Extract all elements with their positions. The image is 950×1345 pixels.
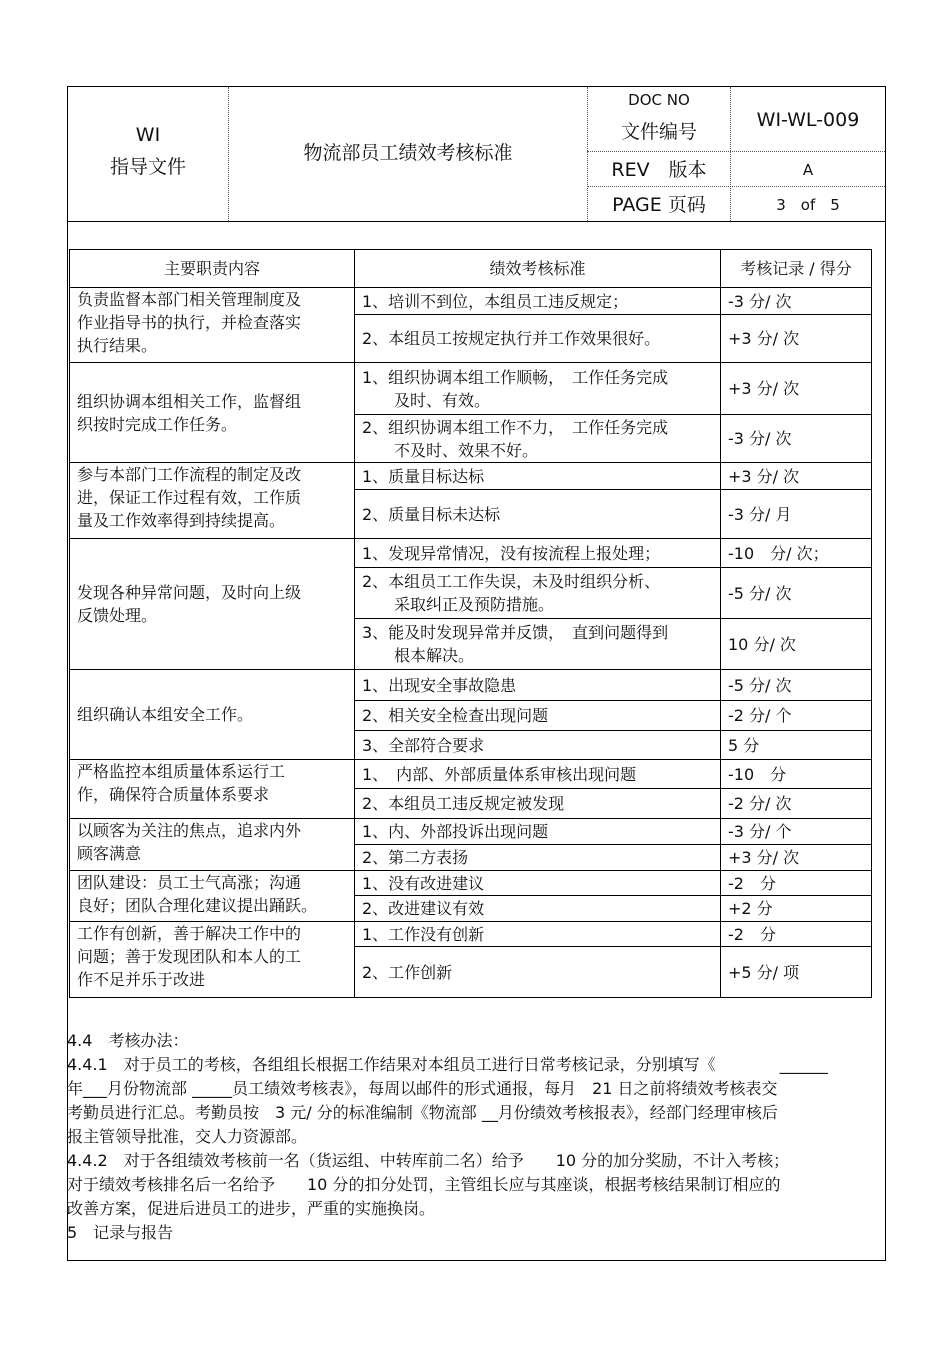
criteria-cell: 1、培训不到位，本组员工违反规定； xyxy=(355,288,721,315)
score-cell: -2 分/ 个 xyxy=(721,701,872,731)
criteria-cell: 2、组织协调本组工作不力， 工作任务完成 不及时、效果不好。 xyxy=(355,415,721,463)
duty-cell: 团队建设：员工士气高涨；沟通 良好；团队合理化建议提出踊跃。 xyxy=(70,871,355,922)
table-row xyxy=(70,760,872,789)
table-header-row xyxy=(70,250,872,288)
criteria-cell: 2、质量目标未达标 xyxy=(355,490,721,539)
duty-cell: 工作有创新，善于解决工作中的 问题；善于发现团队和本人的工 作不足并乐于改进 xyxy=(70,922,355,998)
body-line: 改善方案，促进后进员工的进步，严重的实施换岗。 xyxy=(67,1199,436,1218)
criteria-cell: 1、 内部、外部质量体系审核出现问题 xyxy=(355,760,721,789)
criteria-cell: 2、本组员工按规定执行并工作效果很好。 xyxy=(355,315,721,363)
table-row xyxy=(70,871,872,896)
criteria-cell: 3、能及时发现异常并反馈， 直到问题得到 根本解决。 xyxy=(355,619,721,670)
body-line: 考勤员进行汇总。考勤员按 3 元/ 分的标准编制《物流部 __月份绩效考核报表》，经部门经理审核后 xyxy=(67,1103,778,1122)
criteria-cell: 2、相关安全检查出现问题 xyxy=(355,701,721,731)
body-line: 4.4.1 对于员工的考核，各组组长根据工作结果对本组员工进行日常考核记录，分别填写《 ______ xyxy=(67,1055,828,1074)
body-line: 对于绩效考核排名后一名给予 10 分的扣分处罚，主管组长应与其座谈，根据考核结果制订相应的 xyxy=(67,1175,781,1194)
score-cell: -3 分/ 次 xyxy=(721,288,872,315)
table-row xyxy=(70,539,872,568)
body-line: 4.4.2 对于各组绩效考核前一名（货运组、中转库前二名）给予 10 分的加分奖励，不计入考核； xyxy=(67,1151,790,1170)
criteria-cell: 1、质量目标达标 xyxy=(355,463,721,490)
duty-cell: 以顾客为关注的焦点，追求内外 顾客满意 xyxy=(70,819,355,871)
criteria-cell: 2、本组员工违反规定被发现 xyxy=(355,789,721,819)
score-cell: -10 分 xyxy=(721,760,872,789)
score-cell: +3 分/ 次 xyxy=(721,315,872,363)
criteria-cell: 2、第二方表扬 xyxy=(355,845,721,871)
criteria-cell: 2、工作创新 xyxy=(355,947,721,998)
doc-type-en: WI xyxy=(135,124,161,146)
score-cell: -2 分/ 次 xyxy=(721,789,872,819)
page-label: PAGE 页码 xyxy=(612,194,706,216)
doc-type-cn: 指导文件 xyxy=(109,156,186,178)
criteria-cell: 1、出现安全事故隐患 xyxy=(355,670,721,701)
body-line: 5 记录与报告 xyxy=(67,1223,174,1242)
score-cell: +3 分/ 次 xyxy=(721,363,872,415)
column-header-duty: 主要职责内容 xyxy=(70,250,355,288)
table-body xyxy=(70,288,872,998)
rev-label: REV 版本 xyxy=(611,159,707,181)
header-bottom-line xyxy=(67,221,886,222)
rev-value: A xyxy=(802,161,814,179)
score-cell: +5 分/ 项 xyxy=(721,947,872,998)
body-line: 4.4 考核办法： xyxy=(67,1031,189,1050)
table-row xyxy=(70,288,872,315)
body-line: 报主管领导批准，交人力资源部。 xyxy=(67,1127,308,1146)
assessment-method-text xyxy=(67,1029,891,1245)
header-divider xyxy=(587,186,885,187)
table-row xyxy=(70,463,872,490)
duty-cell: 负责监督本部门相关管理制度及 作业指导书的执行，并检查落实 执行结果。 xyxy=(70,288,355,363)
page-value: 3 of 5 xyxy=(776,196,840,214)
document-title: 物流部员工绩效考核标准 xyxy=(303,142,513,164)
score-cell: +3 分/ 次 xyxy=(721,845,872,871)
table-row xyxy=(70,922,872,947)
criteria-cell: 1、内、外部投诉出现问题 xyxy=(355,819,721,845)
score-cell: -5 分/ 次 xyxy=(721,568,872,619)
score-cell: +3 分/ 次 xyxy=(721,463,872,490)
doc-no-label-en: DOC NO xyxy=(628,91,690,109)
duty-cell: 组织协调本组相关工作，监督组 织按时完成工作任务。 xyxy=(70,363,355,463)
criteria-cell: 2、本组员工工作失误，未及时组织分析、 采取纠正及预防措施。 xyxy=(355,568,721,619)
criteria-cell: 1、没有改进建议 xyxy=(355,871,721,896)
doc-no-value: WI-WL-009 xyxy=(756,109,860,131)
column-header-score: 考核记录 / 得分 xyxy=(721,250,872,288)
score-cell: -2 分 xyxy=(721,922,872,947)
score-cell: -5 分/ 次 xyxy=(721,670,872,701)
score-cell: -3 分/ 月 xyxy=(721,490,872,539)
assessment-table xyxy=(69,249,872,998)
score-cell: 5 分 xyxy=(721,731,872,760)
table-row xyxy=(70,819,872,845)
score-cell: -3 分/ 次 xyxy=(721,415,872,463)
score-cell: +2 分 xyxy=(721,896,872,922)
criteria-cell: 1、工作没有创新 xyxy=(355,922,721,947)
duty-cell: 参与本部门工作流程的制定及改 进，保证工作过程有效，工作质 量及工作效率得到持续提高。 xyxy=(70,463,355,539)
duty-cell: 严格监控本组质量体系运行工 作，确保符合质量体系要求 xyxy=(70,760,355,819)
criteria-cell: 1、发现异常情况，没有按流程上报处理； xyxy=(355,539,721,568)
body-line: 年___月份物流部 _____员工绩效考核表》，每周以邮件的形式通报，每月 21 日之前将绩效考核表交 xyxy=(67,1079,778,1098)
criteria-cell: 1、组织协调本组工作顺畅， 工作任务完成 及时、有效。 xyxy=(355,363,721,415)
score-cell: -2 分 xyxy=(721,871,872,896)
duty-cell: 发现各种异常问题，及时向上级 反馈处理。 xyxy=(70,539,355,670)
column-header-criteria: 绩效考核标准 xyxy=(355,250,721,288)
doc-no-label-cn: 文件编号 xyxy=(620,121,697,143)
header-divider xyxy=(587,151,885,152)
duty-cell: 组织确认本组安全工作。 xyxy=(70,670,355,760)
score-cell: -10 分/ 次； xyxy=(721,539,872,568)
score-cell: 10 分/ 次 xyxy=(721,619,872,670)
criteria-cell: 3、全部符合要求 xyxy=(355,731,721,760)
criteria-cell: 2、改进建议有效 xyxy=(355,896,721,922)
score-cell: -3 分/ 个 xyxy=(721,819,872,845)
table-row xyxy=(70,363,872,415)
table-row xyxy=(70,670,872,701)
